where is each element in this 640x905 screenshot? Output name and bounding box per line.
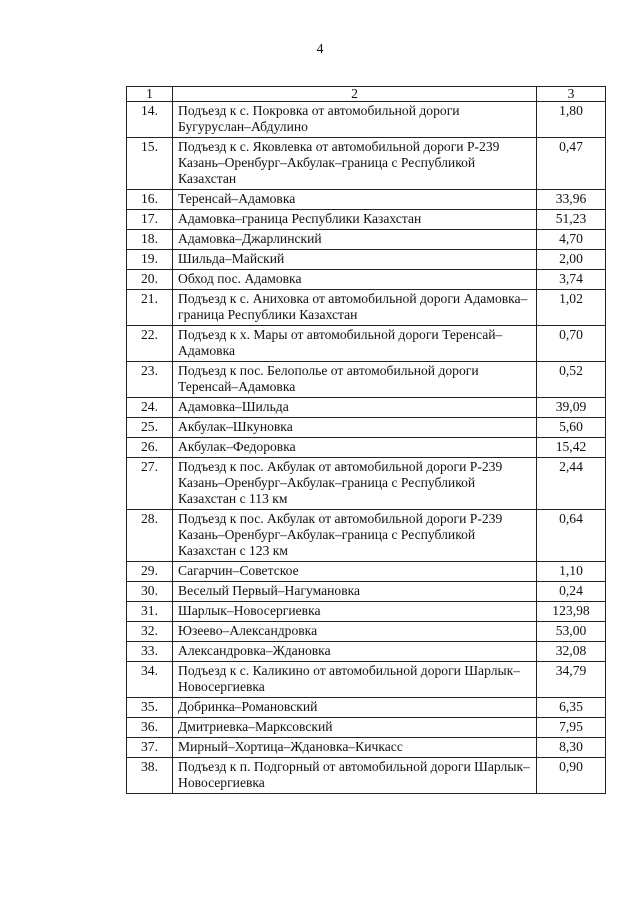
row-number: 21. bbox=[127, 290, 173, 326]
row-number: 37. bbox=[127, 738, 173, 758]
road-name: Подъезд к с. Каликино от автомобильной дороги Шарлык–Новосергиевка bbox=[173, 662, 537, 698]
road-name: Адамовка–Джарлинский bbox=[173, 230, 537, 250]
table-row bbox=[127, 642, 606, 662]
row-number: 33. bbox=[127, 642, 173, 662]
row-number: 25. bbox=[127, 418, 173, 438]
row-number: 22. bbox=[127, 326, 173, 362]
road-length: 33,96 bbox=[537, 190, 606, 210]
road-length: 2,00 bbox=[537, 250, 606, 270]
roads-table-body bbox=[127, 87, 606, 794]
road-length: 0,24 bbox=[537, 582, 606, 602]
road-name: Юзеево–Александровка bbox=[173, 622, 537, 642]
road-name: Акбулак–Шкуновка bbox=[173, 418, 537, 438]
road-length: 6,35 bbox=[537, 698, 606, 718]
road-length: 5,60 bbox=[537, 418, 606, 438]
row-number: 32. bbox=[127, 622, 173, 642]
road-name: Александровка–Ждановка bbox=[173, 642, 537, 662]
table-row bbox=[127, 138, 606, 190]
row-number: 29. bbox=[127, 562, 173, 582]
table-row bbox=[127, 562, 606, 582]
table-row bbox=[127, 270, 606, 290]
road-length: 0,64 bbox=[537, 510, 606, 562]
row-number: 31. bbox=[127, 602, 173, 622]
road-name: Подъезд к пос. Акбулак от автомобильной дороги Р-239 Казань–Оренбург–Акбулак–граница с Республикой Казахстан с 113 км bbox=[173, 458, 537, 510]
header-col-1: 1 bbox=[127, 87, 173, 102]
road-length: 4,70 bbox=[537, 230, 606, 250]
row-number: 34. bbox=[127, 662, 173, 698]
road-name: Адамовка–Шильда bbox=[173, 398, 537, 418]
road-name: Подъезд к п. Подгорный от автомобильной дороги Шарлык–Новосергиевка bbox=[173, 758, 537, 794]
road-name: Подъезд к с. Покровка от автомобильной дороги Бугуруслан–Абдулино bbox=[173, 102, 537, 138]
table-row bbox=[127, 510, 606, 562]
table-row bbox=[127, 250, 606, 270]
table-row bbox=[127, 418, 606, 438]
table-row bbox=[127, 582, 606, 602]
header-col-3: 3 bbox=[537, 87, 606, 102]
road-length: 7,95 bbox=[537, 718, 606, 738]
row-number: 35. bbox=[127, 698, 173, 718]
row-number: 26. bbox=[127, 438, 173, 458]
road-length: 15,42 bbox=[537, 438, 606, 458]
table-row bbox=[127, 190, 606, 210]
road-name: Шарлык–Новосергиевка bbox=[173, 602, 537, 622]
road-name: Мирный–Хортица–Ждановка–Кичкасс bbox=[173, 738, 537, 758]
table-row bbox=[127, 398, 606, 418]
table-row bbox=[127, 102, 606, 138]
row-number: 28. bbox=[127, 510, 173, 562]
row-number: 36. bbox=[127, 718, 173, 738]
road-name: Адамовка–граница Республики Казахстан bbox=[173, 210, 537, 230]
table-row bbox=[127, 326, 606, 362]
table-row bbox=[127, 230, 606, 250]
table-row bbox=[127, 662, 606, 698]
road-length: 0,47 bbox=[537, 138, 606, 190]
road-length: 0,90 bbox=[537, 758, 606, 794]
table-row bbox=[127, 210, 606, 230]
table-row bbox=[127, 758, 606, 794]
road-length: 0,70 bbox=[537, 326, 606, 362]
road-name: Шильда–Майский bbox=[173, 250, 537, 270]
road-name: Акбулак–Федоровка bbox=[173, 438, 537, 458]
road-name: Подъезд к пос. Акбулак от автомобильной дороги Р-239 Казань–Оренбург–Акбулак–граница с Республикой Казахстан с 123 км bbox=[173, 510, 537, 562]
row-number: 38. bbox=[127, 758, 173, 794]
row-number: 14. bbox=[127, 102, 173, 138]
table-row bbox=[127, 738, 606, 758]
road-name: Подъезд к пос. Белополье от автомобильной дороги Теренсай–Адамовка bbox=[173, 362, 537, 398]
road-name: Подъезд к с. Яковлевка от автомобильной дороги Р-239 Казань–Оренбург–Акбулак–граница с Республикой Казахстан bbox=[173, 138, 537, 190]
road-length: 1,80 bbox=[537, 102, 606, 138]
table-row bbox=[127, 362, 606, 398]
road-length: 2,44 bbox=[537, 458, 606, 510]
road-name: Добринка–Романовский bbox=[173, 698, 537, 718]
roads-table bbox=[126, 86, 606, 794]
row-number: 20. bbox=[127, 270, 173, 290]
table-row bbox=[127, 602, 606, 622]
road-length: 123,98 bbox=[537, 602, 606, 622]
row-number: 24. bbox=[127, 398, 173, 418]
road-length: 8,30 bbox=[537, 738, 606, 758]
table-row bbox=[127, 698, 606, 718]
row-number: 30. bbox=[127, 582, 173, 602]
road-name: Обход пос. Адамовка bbox=[173, 270, 537, 290]
road-length: 32,08 bbox=[537, 642, 606, 662]
road-length: 0,52 bbox=[537, 362, 606, 398]
row-number: 15. bbox=[127, 138, 173, 190]
road-length: 51,23 bbox=[537, 210, 606, 230]
table-row bbox=[127, 290, 606, 326]
road-name: Подъезд к х. Мары от автомобильной дороги Теренсай–Адамовка bbox=[173, 326, 537, 362]
road-name: Сагарчин–Советское bbox=[173, 562, 537, 582]
road-name: Дмитриевка–Марксовский bbox=[173, 718, 537, 738]
table-row bbox=[127, 718, 606, 738]
road-length: 39,09 bbox=[537, 398, 606, 418]
row-number: 23. bbox=[127, 362, 173, 398]
road-length: 3,74 bbox=[537, 270, 606, 290]
road-name: Подъезд к с. Аниховка от автомобильной дороги Адамовка–граница Республики Казахстан bbox=[173, 290, 537, 326]
road-length: 53,00 bbox=[537, 622, 606, 642]
road-length: 1,02 bbox=[537, 290, 606, 326]
table-row bbox=[127, 438, 606, 458]
road-length: 1,10 bbox=[537, 562, 606, 582]
road-name: Теренсай–Адамовка bbox=[173, 190, 537, 210]
page-number: 4 bbox=[316, 42, 324, 57]
table-row bbox=[127, 622, 606, 642]
road-length: 34,79 bbox=[537, 662, 606, 698]
header-col-2: 2 bbox=[173, 87, 537, 102]
row-number: 16. bbox=[127, 190, 173, 210]
row-number: 18. bbox=[127, 230, 173, 250]
table-row bbox=[127, 458, 606, 510]
table-header-row bbox=[127, 87, 606, 102]
row-number: 19. bbox=[127, 250, 173, 270]
road-name: Веселый Первый–Нагумановка bbox=[173, 582, 537, 602]
row-number: 17. bbox=[127, 210, 173, 230]
row-number: 27. bbox=[127, 458, 173, 510]
